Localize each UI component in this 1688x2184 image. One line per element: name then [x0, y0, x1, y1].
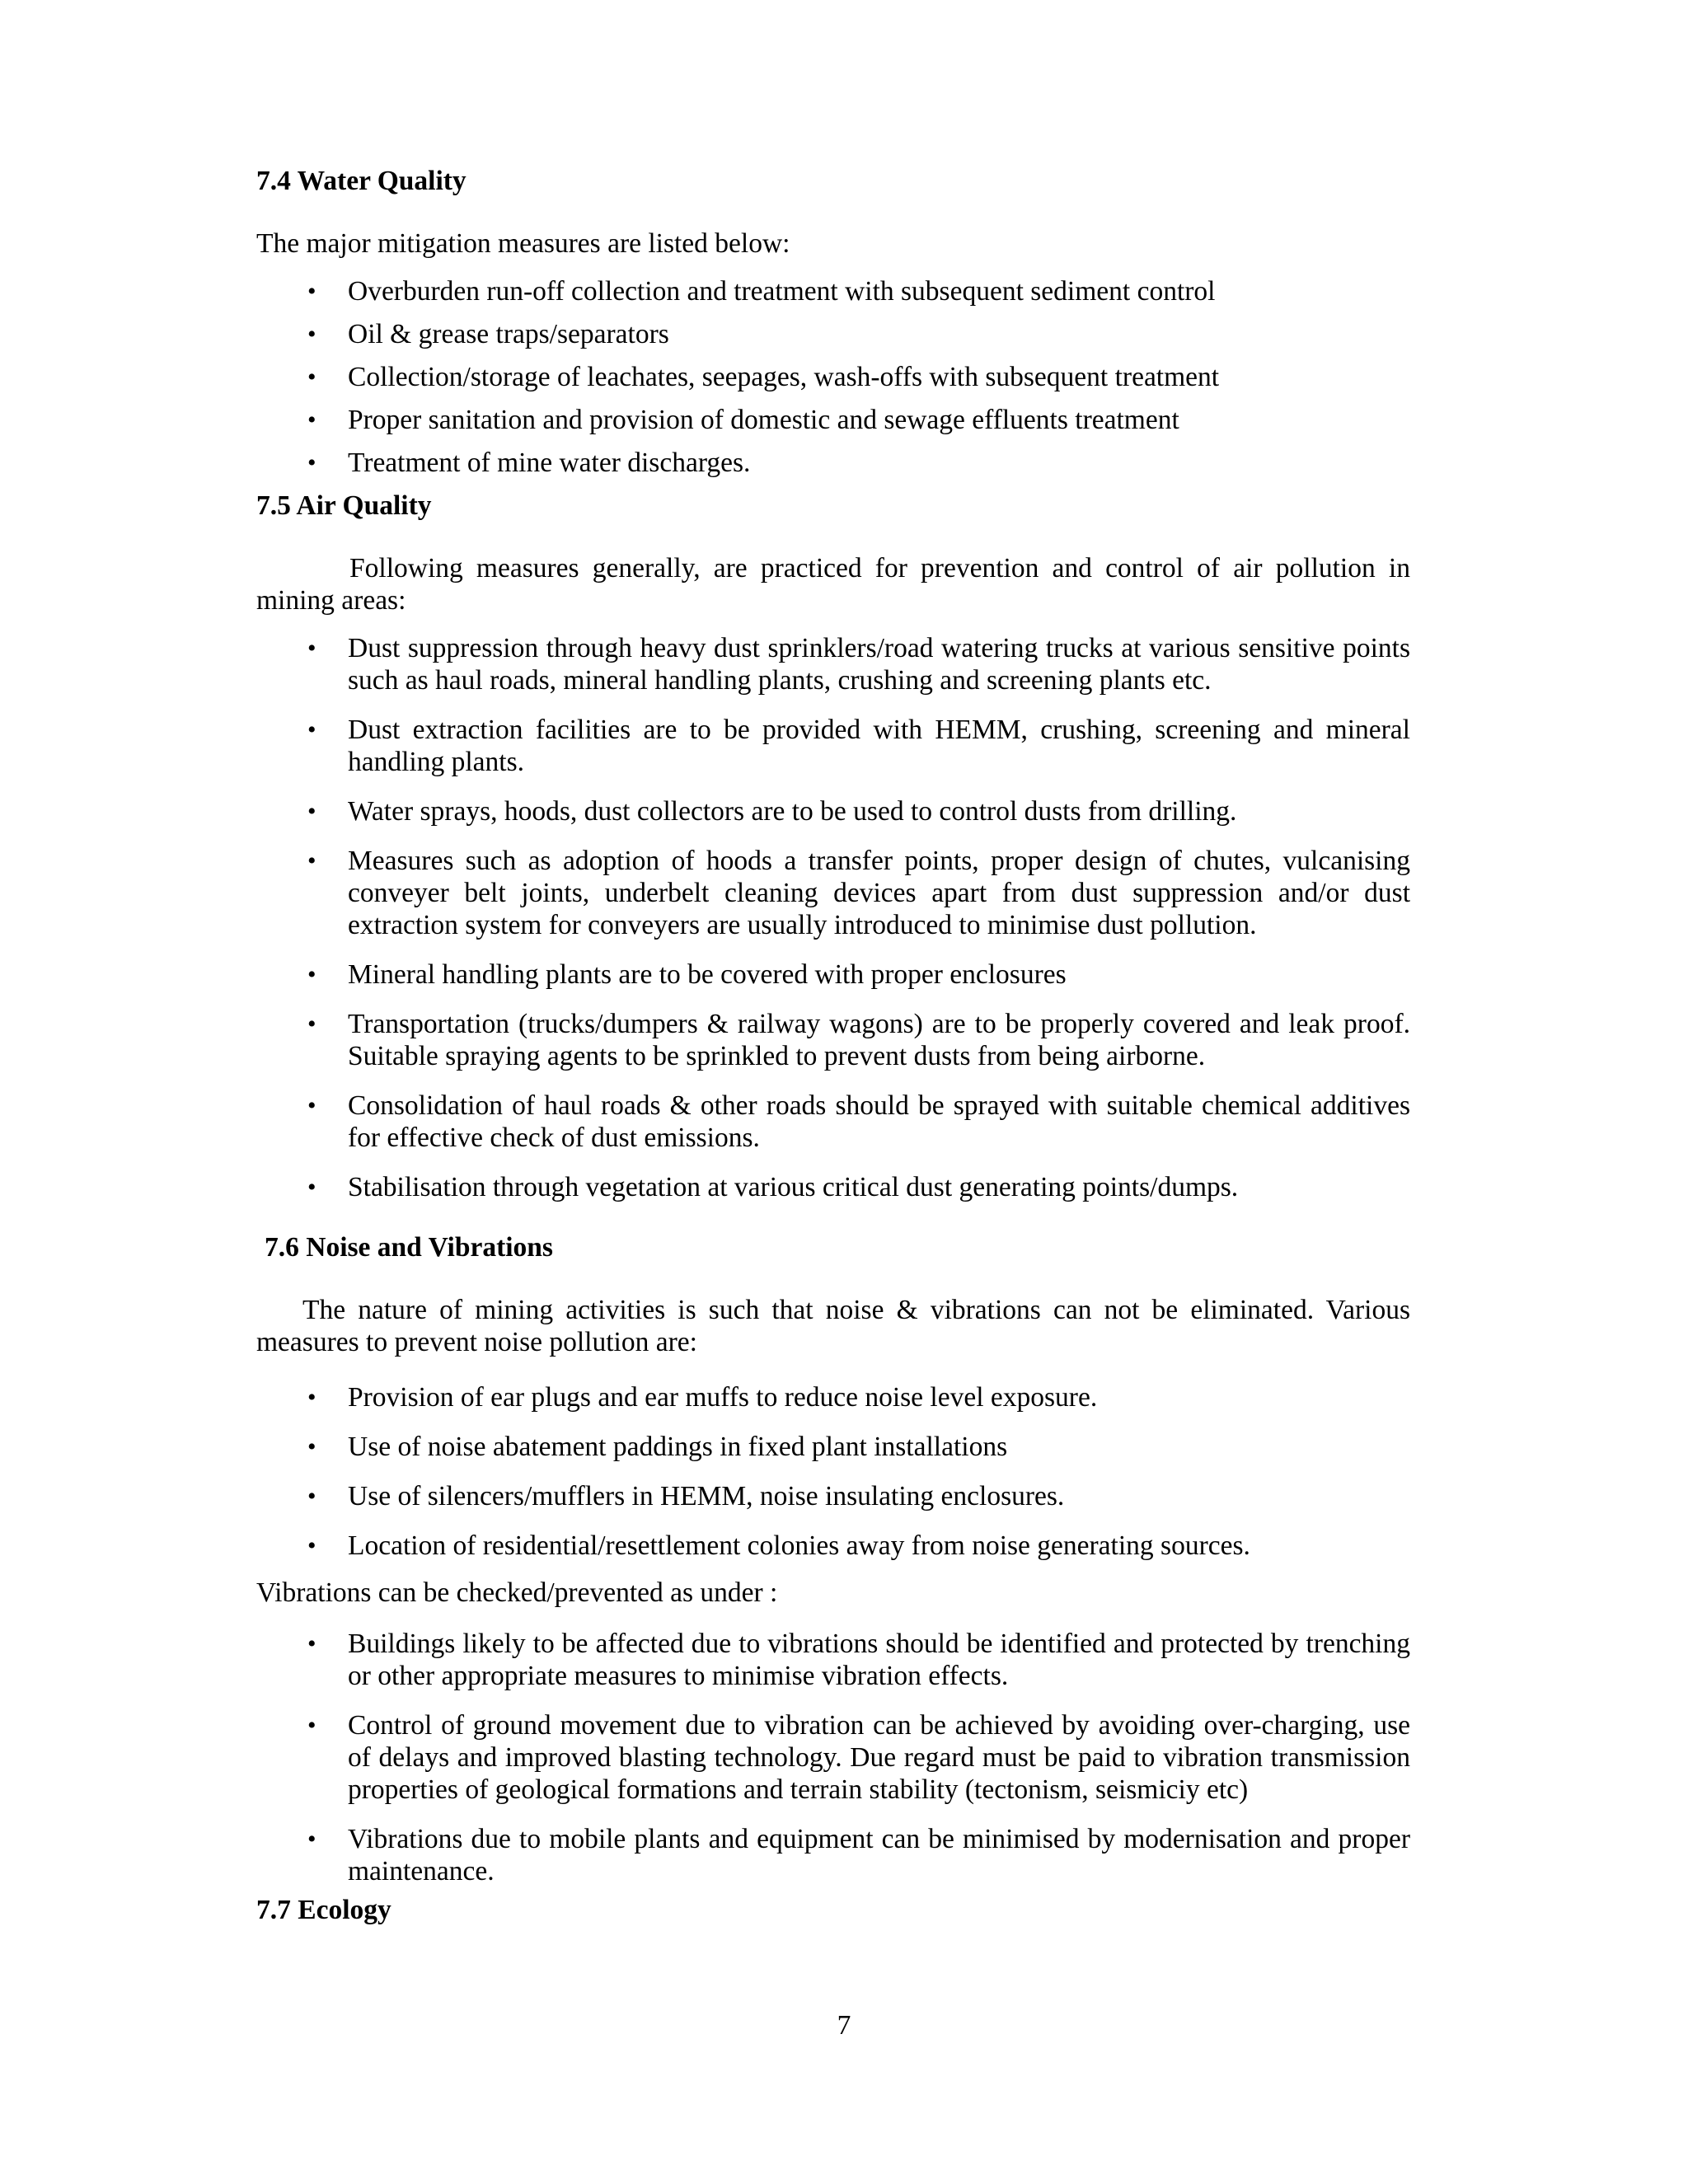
list-item: • Water sprays, hoods, dust collectors are to be used to control dusts from drilling.: [307, 796, 1237, 827]
page-number: 7: [837, 2010, 851, 2041]
vibration-intro: Vibrations can be checked/prevented as under :: [256, 1577, 778, 1608]
bullet-icon: •: [307, 1630, 316, 1657]
bullet-icon: •: [307, 1092, 316, 1119]
list-item: • Oil & grease traps/separators: [307, 319, 669, 349]
bullet-icon: •: [307, 847, 316, 874]
list-item: • Dust extraction facilities are to be provided with HEMM, crushing, screening and mineral handling plants.: [307, 715, 1410, 777]
bullet-icon: •: [307, 716, 316, 743]
section-heading-air-quality: 7.5 Air Quality: [256, 490, 432, 521]
noise-intro: The nature of mining activities is such that noise & vibrations can not be eliminated. Various measures to prevent noise pollution are:: [256, 1295, 1410, 1357]
bullet-icon: •: [307, 363, 316, 391]
bullet-icon: •: [307, 1532, 316, 1559]
list-item: • Buildings likely to be affected due to vibrations should be identified and protected by trenching or other appropriate measures to minimise vibration effects.: [307, 1629, 1410, 1691]
section-heading-ecology: 7.7 Ecology: [256, 1895, 392, 1925]
section-heading-water-quality: 7.4 Water Quality: [256, 166, 467, 196]
list-item: • Control of ground movement due to vibration can be achieved by avoiding over-charging, use of delays and improved blasting technology. Due regard must be paid to vibration transmission properties of geological formations and terrain stability (tectonism, seismiciy etc): [307, 1710, 1410, 1805]
bullet-icon: •: [307, 406, 316, 434]
list-item: • Stabilisation through vegetation at various critical dust generating points/dumps.: [307, 1172, 1239, 1202]
list-item: • Use of noise abatement paddings in fixed plant installations: [307, 1432, 1008, 1462]
bullet-icon: •: [307, 1825, 316, 1853]
water-intro: The major mitigation measures are listed below:: [256, 228, 790, 259]
bullet-icon: •: [307, 1433, 316, 1460]
bullet-icon: •: [307, 1712, 316, 1739]
list-item: • Measures such as adoption of hoods a transfer points, proper design of chutes, vulcanising conveyer belt joints, underbelt cleaning devices apart from dust suppression and/or dust extraction system for conveyers are usually introduced to minimise dust pollution.: [307, 846, 1410, 940]
bullet-icon: •: [307, 321, 316, 348]
noise-measures-list: [256, 1381, 1410, 1562]
list-item: • Consolidation of haul roads & other roads should be sprayed with suitable chemical additives for effective check of dust emissions.: [307, 1090, 1410, 1153]
list-item: • Transportation (trucks/dumpers & railway wagons) are to be properly covered and leak proof. Suitable spraying agents to be sprinkled to prevent dusts from being airborne.: [307, 1009, 1410, 1071]
bullet-icon: •: [307, 961, 316, 988]
list-item: • Proper sanitation and provision of domestic and sewage effluents treatment: [307, 405, 1179, 435]
vibration-measures-list: [256, 1628, 1410, 1887]
section-heading-noise-vibrations: 7.6 Noise and Vibrations: [265, 1232, 553, 1263]
water-measures-list: [256, 275, 1410, 479]
bullet-icon: •: [307, 1483, 316, 1510]
list-item: • Provision of ear plugs and ear muffs to reduce noise level exposure.: [307, 1382, 1098, 1413]
bullet-icon: •: [307, 1174, 316, 1201]
list-item: • Vibrations due to mobile plants and equipment can be minimised by modernisation and proper maintenance.: [307, 1824, 1410, 1886]
list-item: • Use of silencers/mufflers in HEMM, noise insulating enclosures.: [307, 1481, 1065, 1511]
air-measures-list: [256, 632, 1410, 1203]
page-content: [256, 165, 1410, 1927]
bullet-icon: •: [307, 278, 316, 305]
list-item: • Overburden run-off collection and treatment with subsequent sediment control: [307, 276, 1216, 307]
list-item: • Treatment of mine water discharges.: [307, 448, 751, 478]
list-item: • Collection/storage of leachates, seepages, wash-offs with subsequent treatment: [307, 362, 1220, 392]
bullet-icon: •: [307, 635, 316, 662]
bullet-icon: •: [307, 449, 316, 476]
bullet-icon: •: [307, 1010, 316, 1038]
list-item: • Location of residential/resettlement colonies away from noise generating sources.: [307, 1530, 1250, 1561]
air-intro: Following measures generally, are practiced for prevention and control of air pollution in mining areas:: [256, 553, 1410, 616]
bullet-icon: •: [307, 1384, 316, 1411]
list-item: • Mineral handling plants are to be covered with proper enclosures: [307, 959, 1067, 990]
list-item: • Dust suppression through heavy dust sprinklers/road watering trucks at various sensitive points such as haul roads, mineral handling plants, crushing and screening plants etc.: [307, 633, 1410, 696]
bullet-icon: •: [307, 798, 316, 825]
